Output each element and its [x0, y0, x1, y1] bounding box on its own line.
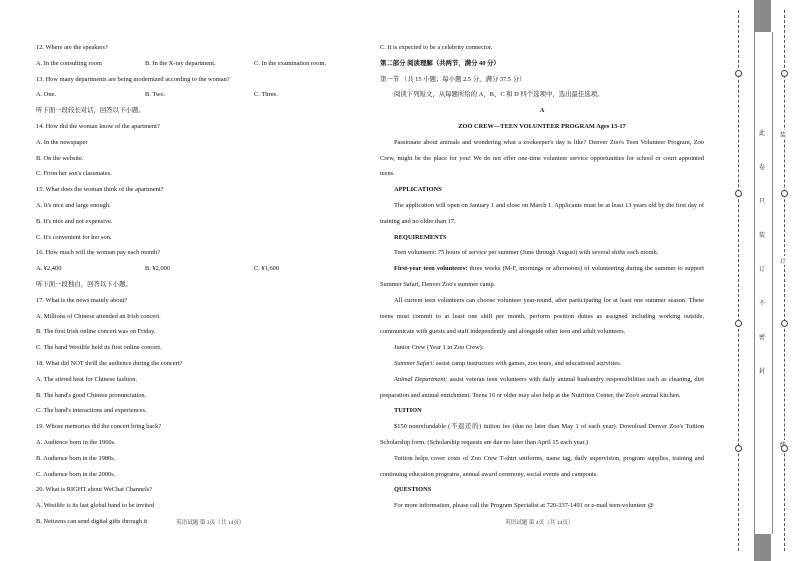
- question-line: B. It's nice and not expensive.: [36, 217, 113, 225]
- passage-line: Tuition helps cover costs of Zoo Crew T-shirt uniforms, name tag, daily supervision, program supplies, training and continuing education programs, annual award ceremony, social events and campouts.: [380, 454, 704, 478]
- binding-ring: [781, 190, 788, 197]
- binding-outer-char: 装: [780, 130, 786, 139]
- binding-ring: [735, 445, 742, 452]
- option-row: [36, 56, 362, 72]
- binding-ring: [781, 70, 788, 77]
- question-line: 12. Where are the speakers?: [36, 44, 108, 51]
- question-line: 14. How did the woman know of the apartment?: [36, 122, 160, 130]
- passage-line: APPLICATIONS: [394, 186, 442, 194]
- option-row: [36, 261, 362, 277]
- passage-line: All current teen volunteers can choose volunteer year-round, after participating for at least one summer season. These teens must commit to at least one shift per month, perform position duties as assigned including working outside, communicate with guests and staff independently and alongside other teen and adult volunteers.: [380, 296, 704, 336]
- binding-gray-bar-top: [754, 0, 771, 32]
- passage-line: A: [539, 107, 545, 115]
- passage-line: 第二部分 阅读理解（共两节，满分 40 分）: [380, 59, 500, 67]
- question-line: 15. What does the woman think of the apartment?: [36, 186, 164, 194]
- binding-ring: [781, 445, 788, 452]
- binding-char: 订: [759, 267, 766, 273]
- question-line: B. Netizens can send digital gifts through it: [36, 517, 148, 525]
- question-line: A. Audience born in the 1960s.: [36, 438, 116, 446]
- binding-ring: [781, 320, 788, 327]
- passage-line: Summer Safari: assist camp instructors with games, zoo tours, and educational activities.: [394, 359, 622, 367]
- binding-char: 封: [759, 369, 766, 375]
- option-item: A. One.: [36, 91, 57, 99]
- option-item: B. ¥2,000: [145, 265, 171, 273]
- right-column: [380, 40, 704, 514]
- passage-line: $150 nonrefundable (不退还的) tuition fee (due no later than May 1 of each year). Download Denver Zoo's Tuition Scholarship form. (Scholarship requests are due no later than April 15 each year.): [380, 423, 704, 446]
- question-line: 13. How many departments are being modernized according to the woman?: [36, 75, 230, 83]
- question-line: A. Westlife is its last global band to be invited: [36, 502, 154, 510]
- passage-line: REQUIREMENTS: [394, 233, 447, 241]
- question-line: C. The band's interactions and experiences.: [36, 407, 147, 415]
- question-line: C. It's convenient for her son.: [36, 233, 112, 241]
- binding-char: 卷: [759, 165, 766, 171]
- binding-ring: [735, 320, 742, 327]
- passage-line: 第一节 （共 15 小题；每小题 2.5 分，满分 37.5 分）: [380, 75, 526, 83]
- passage-line: 阅读下列短文，从每题所给的 A、B、C 和 D 四个选项中，选出最佳选项。: [394, 91, 604, 99]
- question-line: A. In the newspaper: [36, 138, 88, 146]
- binding-strip: [718, 0, 794, 561]
- question-line: 16. How much will the woman pay each month?: [36, 249, 161, 257]
- question-line: A. Millions of Chinese attended an Irish concert.: [36, 312, 161, 320]
- question-line: C. From her son's classmates.: [36, 170, 112, 178]
- binding-char: 装: [759, 233, 766, 239]
- page-footer-right: 英语试题 第 4页（共 14页）: [505, 520, 574, 526]
- option-item: A. In the consulting room: [36, 59, 102, 67]
- passage-line: ZOO CREW—TEEN VOLUNTEER PROGRAM Ages 13-17: [458, 122, 626, 130]
- binding-ring: [735, 70, 742, 77]
- binding-frame: [754, 32, 773, 534]
- binding-ring: [735, 190, 742, 197]
- question-line: 17. What is the news mainly about?: [36, 296, 128, 304]
- question-line: C. The band Westlife held its first online concert.: [36, 344, 162, 352]
- question-line: A. The stirred heat for Chinese fashion.: [36, 375, 138, 383]
- question-line: 听下面一段较长对话，回答以下小题。: [36, 107, 145, 115]
- option-row: [36, 87, 362, 103]
- passage-line: For more information, please call the Program Specialist at 720-337-1491 or e-mail teen-volunteer @: [394, 502, 654, 510]
- question-line: B. The first Irish online concert was on Friday.: [36, 328, 156, 336]
- binding-outer-char: 订: [780, 256, 786, 265]
- passage-line: Animal Department: assist veteran teen volunteers with daily animal husbandry responsibilities such as cleaning, diet preparation and animal enrichment. Teens 16 or older may also help at the Nutrition Center, the Zoo's animal kitchen.: [380, 375, 704, 399]
- binding-char: 不: [759, 301, 766, 307]
- passage-line: TUITION: [394, 407, 422, 415]
- question-line: B. On the website.: [36, 154, 84, 162]
- left-column: [36, 40, 362, 530]
- option-item: B. Two.: [145, 91, 166, 99]
- binding-char: 密: [759, 335, 766, 341]
- passage-line: QUESTIONS: [394, 486, 432, 494]
- passage-line: First-year teen volunteers: three weeks (M-F, mornings or afternoons) of volunteering during the summer to support Summer Safari, Denver Zoo's summer camp.: [380, 265, 704, 288]
- option-item: C. In the examination room.: [254, 59, 327, 67]
- question-line: 听下面一段独白，回答以下小题。: [36, 280, 132, 288]
- question-line: B. The band's good Chinese pronunciation.: [36, 391, 147, 399]
- passage-line: Teen volunteers: 75 hours of service per summer (June through August) with several shifts each month.: [394, 249, 659, 257]
- question-line: 20. What is RIGHT about WeChat Channels?: [36, 486, 153, 494]
- page-footer-left: 英语试题 第 3页（共 14页）: [176, 520, 245, 526]
- passage-line: Passionate about animals and wondering what a zookeeper's day is like? Denver Zoo's Teen Volunteer Program, Zoo Crew, might be the place for you! We do not offer one-time volunteer service opportunities for school or court appointed teens.: [380, 138, 704, 178]
- passage-line: Junior Crew (Year 1 in Zoo Crew):: [394, 344, 484, 352]
- option-item: A. ¥2,400: [36, 265, 62, 273]
- binding-char: 此: [759, 131, 766, 137]
- binding-gray-bar-bottom: [754, 534, 771, 561]
- binding-char: 只: [759, 199, 766, 205]
- question-line: B. Audience born in the 1980s.: [36, 454, 116, 462]
- question-line: A. It's nice and large enough.: [36, 201, 111, 209]
- passage-line: The application will open on January 1 and close on March 1. Applicants must be at least 13 years old by the first day of training and no older than 17.: [380, 201, 704, 225]
- option-item: C. Three.: [254, 91, 278, 99]
- binding-dashed-line-inner: [784, 10, 785, 551]
- question-line: 19. Whose memories did the concert bring back?: [36, 423, 162, 431]
- binding-dashed-line-outer: [738, 10, 739, 551]
- question-line: C. Audience born in the 2000s.: [36, 470, 116, 478]
- option-item: C. ¥1,600: [254, 265, 280, 273]
- passage-line: C. It is expected to be a celebrity connector.: [380, 44, 493, 51]
- option-item: B. In the X-ray department.: [145, 59, 216, 67]
- question-line: 18. What did NOT thrill the audience during the concert?: [36, 359, 183, 367]
